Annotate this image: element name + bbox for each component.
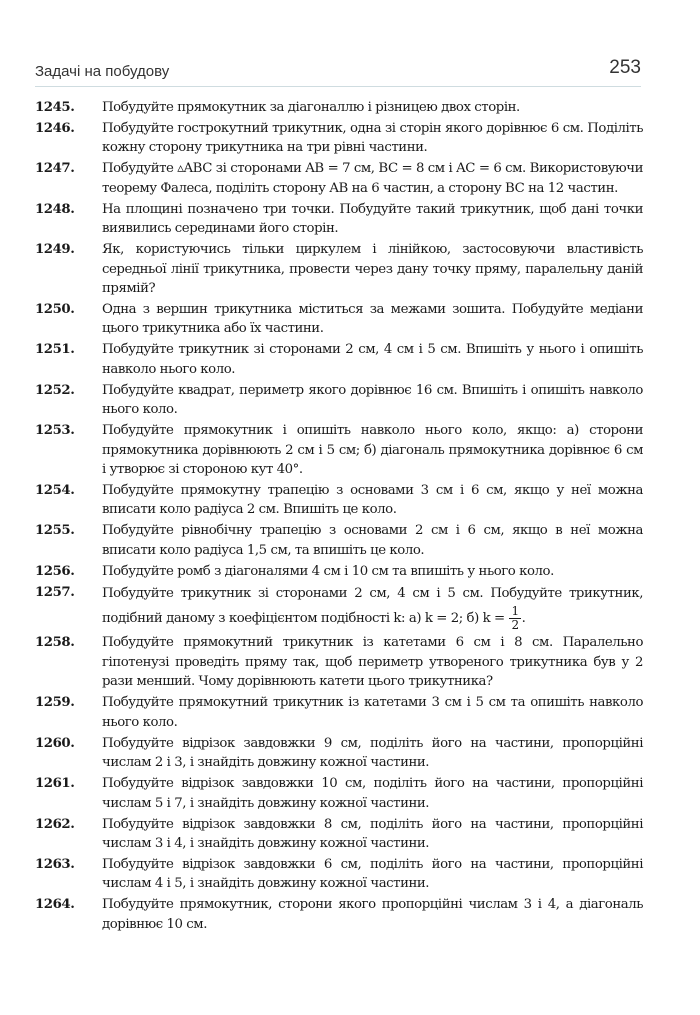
problem-number: 1246.: [35, 121, 75, 136]
problem-1254: [35, 481, 643, 520]
problem-text: Побудуйте відрізок завдовжки 8 см, поділіть його на частини, пропорційні числам 3 і 4, і знайдіть довжину кожної частини.: [102, 816, 643, 851]
problem-number: 1253.: [35, 423, 75, 439]
problem-text: Побудуйте прямокутник за діагоналлю і різницею двох сторін.: [102, 100, 520, 115]
problem-number: 1256.: [35, 563, 75, 579]
problem-number: 1249.: [35, 242, 75, 258]
problem-1246: [35, 119, 643, 158]
problem-text: Побудуйте квадрат, периметр якого дорівнює 16 см. Впишіть і опишіть навколо нього коло.: [102, 382, 643, 418]
problem-1248: [35, 200, 643, 239]
running-head: [35, 57, 641, 83]
problem-text: Побудуйте ромб з діагоналями 4 см і 10 см та впишіть у нього коло.: [102, 563, 554, 579]
problem-text-end: .: [521, 610, 526, 626]
problem-number: 1260.: [35, 735, 75, 751]
problem-1249: [35, 240, 643, 298]
problem-number: 1247.: [35, 161, 75, 177]
problem-list: [35, 98, 643, 936]
problem-text: Побудуйте гострокутний трикутник, одна зі сторін якого дорівнює 6 см. Поділіть кожну сторону трикутника на три рівні частини.: [102, 121, 643, 156]
problem-text: Побудуйте прямокутник і опишіть навколо нього коло, якщо: а) сторони прямокутника дорівнюють 2 см і 5 см; б) діагональ прямокутника дорівнює 6 см і утворює зі стороною кут 40°.: [102, 423, 643, 478]
problem-text: Побудуйте відрізок завдовжки 6 см, поділіть його на частини, пропорційні числам 4 і 5, і знайдіть довжину кожної частини.: [102, 856, 643, 892]
problem-number: 1255.: [35, 523, 75, 539]
problem-number: 1258.: [35, 635, 75, 651]
fraction: [509, 605, 520, 632]
problem-number: 1264.: [35, 897, 75, 913]
problem-number: 1251.: [35, 342, 75, 358]
fraction-denominator: 2: [511, 617, 519, 632]
problem-number: 1252.: [35, 382, 75, 398]
problem-text-with-fraction: [102, 583, 643, 632]
problem-text: Побудуйте рівнобічну трапецію з основами 2 см і 6 см, якщо в неї можна вписати коло радіуса 1,5 см, та впишіть це коло.: [102, 523, 643, 558]
problem-text: Побудуйте трикутник зі сторонами 2 см, 4 см і 5 см. Побудуйте трикутник, подібний даному з коефіцієнтом подібності k: а) k = 2; б) k =: [102, 585, 643, 626]
problem-number: 1250.: [35, 302, 75, 318]
problem-number: 1259.: [35, 695, 75, 711]
problem-1253: [35, 421, 643, 479]
problem-1247: [35, 159, 643, 198]
problem-number: 1248.: [35, 201, 75, 217]
problem-1258: [35, 633, 643, 691]
problem-1262: [35, 815, 643, 854]
problem-1250: [35, 300, 643, 339]
problem-1256: [35, 562, 643, 581]
problem-1251: [35, 340, 643, 379]
problem-number: 1245.: [35, 100, 75, 115]
problem-text: Побудуйте прямокутний трикутник із катетами 3 см і 5 см та опишіть навколо нього коло.: [102, 695, 643, 730]
problem-1261: [35, 774, 643, 813]
problem-1263: [35, 855, 643, 894]
problem-text: Побудуйте прямокутну трапецію з основами 3 см і 6 см, якщо у неї можна вписати коло радіуса 2 см. Впишіть це коло.: [102, 483, 643, 518]
problem-number: 1254.: [35, 483, 75, 499]
problem-number: 1257.: [35, 584, 75, 600]
problem-text: Побудуйте трикутник зі сторонами 2 см, 4 см і 5 см. Впишіть у нього і опишіть навколо нього коло.: [102, 342, 643, 377]
problem-number: 1263.: [35, 856, 75, 872]
problem-text: Одна з вершин трикутника міститься за межами зошита. Побудуйте медіани цього трикутника або їх частини.: [102, 302, 643, 337]
problem-text: Побудуйте відрізок завдовжки 9 см, поділіть його на частини, пропорційні числам 2 і 3, і знайдіть довжину кожної частини.: [102, 735, 643, 771]
problem-1252: [35, 381, 643, 420]
problem-text: Побудуйте прямокутник, сторони якого пропорційні числам 3 і 4, а діагональ дорівнює 10 см.: [102, 897, 643, 932]
problem-text: Побудуйте прямокутний трикутник із катетами 6 см і 8 см. Паралельно гіпотенузі проведіть пряму так, щоб периметр утвореного трикутника був у 2 рази менший. Чому дорівнюють катети цього трикутника?: [102, 635, 643, 690]
problem-text: На площині позначено три точки. Побудуйте такий трикутник, щоб дані точки виявились серединами його сторін.: [102, 201, 643, 237]
problem-number: 1261.: [35, 776, 75, 792]
problem-number: 1262.: [35, 816, 75, 832]
problem-1259: [35, 693, 643, 732]
page-number: 253: [609, 57, 641, 78]
problem-1264: [35, 895, 643, 934]
section-title: Задачі на побудову: [35, 63, 170, 80]
problem-text: Побудуйте ▵ABC зі сторонами AB = 7 см, BC = 8 см і AC = 6 см. Використовуючи теорему Фалеса, поділіть сторону AB на 6 частин, а сторону BC на 12 частин.: [102, 161, 643, 196]
problem-text: Як, користуючись тільки циркулем і лінійкою, застосовуючи властивість середньої лінії трикутника, провести через дану точку пряму, паралельну даній прямій?: [102, 242, 643, 297]
problem-1245: [35, 98, 643, 117]
problem-1255: [35, 521, 643, 560]
header-divider: [35, 86, 641, 87]
problem-1257: [35, 583, 643, 632]
fraction-numerator: 1: [511, 603, 519, 618]
problem-1260: [35, 734, 643, 773]
problem-text: Побудуйте відрізок завдовжки 10 см, поділіть його на частини, пропорційні числам 5 і 7, і знайдіть довжину кожної частини.: [102, 776, 643, 811]
